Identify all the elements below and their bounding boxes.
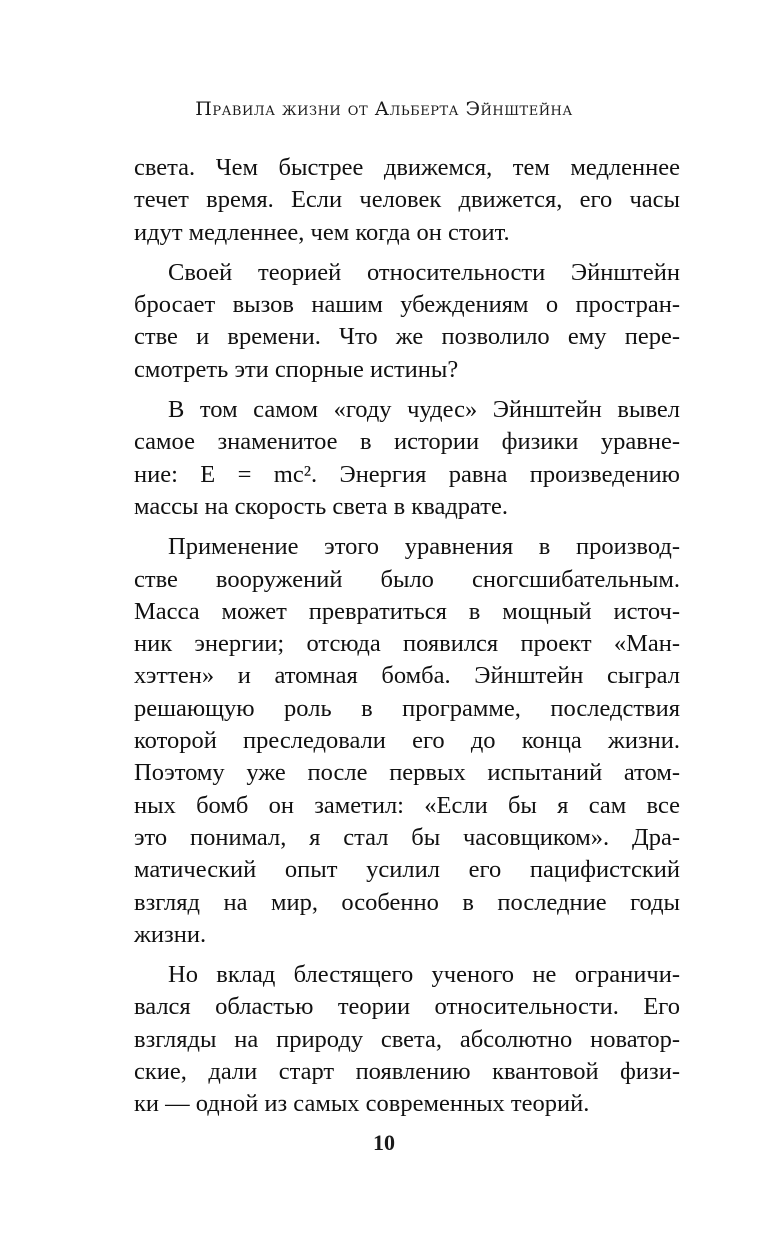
text-line: Масса может превратиться в мощный источ- xyxy=(134,597,680,625)
text-line: ки — одной из самых современных теорий. xyxy=(134,1090,590,1118)
page-number: 10 xyxy=(373,1130,395,1155)
text-line: света. Чем быстрее движемся, тем медленнее xyxy=(134,154,680,181)
text-line: вался областью теории относительности. Его xyxy=(134,993,680,1021)
text-line: течет время. Если человек движется, его часы xyxy=(134,186,680,214)
text-line: Применение этого уравнения в производ- xyxy=(168,533,680,561)
text-line: жизни. xyxy=(134,920,207,948)
paragraph xyxy=(134,959,680,1120)
text-line: ские, дали старт появлению квантовой физи- xyxy=(134,1058,680,1086)
text-line: взгляд на мир, особенно в последние годы xyxy=(134,888,680,916)
text-line: решающую роль в программе, последствия xyxy=(134,694,680,722)
text-line: матический опыт усилил его пацифистский xyxy=(134,856,680,884)
body-text xyxy=(134,152,680,1129)
text-line: стве вооружений было сногсшибательным. xyxy=(134,565,680,593)
paragraph xyxy=(134,152,680,249)
paragraph xyxy=(134,257,680,386)
text-line: смотреть эти спорные истины? xyxy=(134,355,459,383)
text-line: это понимал, я стал бы часовщиком». Дра- xyxy=(134,823,680,851)
text-line: которой преследовали его до конца жизни. xyxy=(134,727,680,755)
paragraph xyxy=(134,531,680,951)
text-line: идут медленнее, чем когда он стоит. xyxy=(134,218,510,246)
text-line: массы на скорость света в квадрате. xyxy=(134,492,508,520)
paragraph xyxy=(134,394,680,523)
text-line: Поэтому уже после первых испытаний атом- xyxy=(134,759,680,787)
running-head: Правила жизни от Альберта Эйнштейна xyxy=(195,98,573,120)
text-line: Но вклад блестящего ученого не ограничи- xyxy=(168,961,680,989)
text-line: Своей теорией относительности Эйнштейн xyxy=(168,258,680,286)
text-line: хэттен» и атомная бомба. Эйнштейн сыграл xyxy=(134,662,680,690)
text-line: самое знаменитое в истории физики уравне- xyxy=(134,428,680,456)
text-line: стве и времени. Что же позволило ему пере- xyxy=(134,323,680,351)
text-line: ных бомб он заметил: «Если бы я сам все xyxy=(134,791,680,819)
text-line: ние: E = mc². Энергия равна произведению xyxy=(134,460,680,488)
text-line: взгляды на природу света, абсолютно новатор- xyxy=(134,1025,680,1053)
text-line: бросает вызов нашим убеждениям о простран- xyxy=(134,291,680,319)
text-line: В том самом «году чудес» Эйнштейн вывел xyxy=(168,396,680,424)
text-line: ник энергии; отсюда появился проект «Ман- xyxy=(134,630,680,658)
